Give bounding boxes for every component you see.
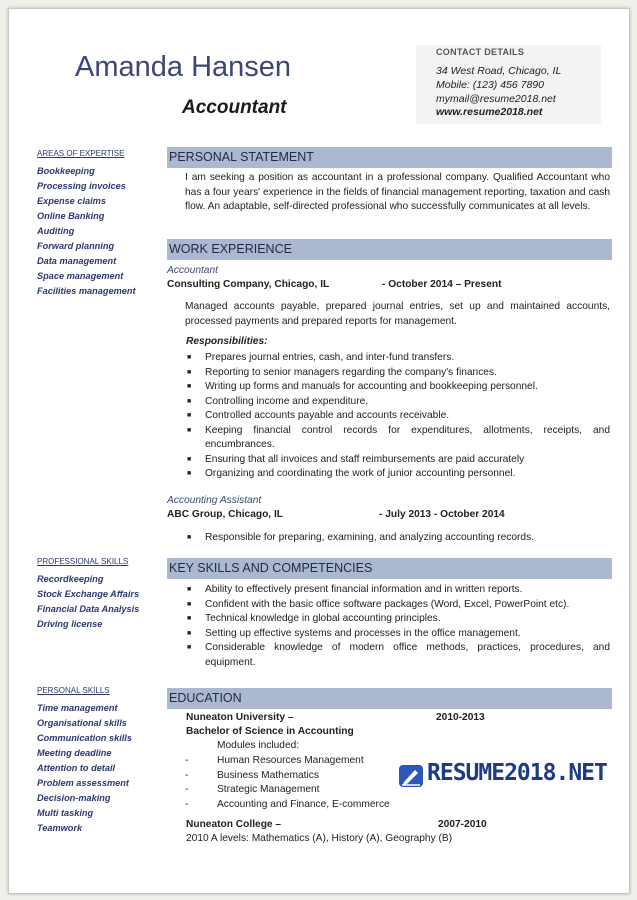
list-item: Meeting deadline [37,748,112,758]
list-item: Recordkeeping [37,574,104,584]
job-title: Accounting Assistant [167,495,262,506]
list-item: Processing invoices [37,181,126,191]
list-item: Online Banking [37,211,105,221]
job-dates: - October 2014 – Present [382,279,502,290]
resume-page [8,8,630,894]
professional-skills-list [37,572,139,632]
list-item: Organisational skills [37,718,127,728]
list-item: Decision-making [37,793,111,803]
contact-website[interactable]: www.resume2018.net [436,106,543,118]
list-item: ■ Controlling income and expenditure. [185,395,610,410]
list-item: ■ Writing up forms and manuals for accounting and bookkeeping personnel. [185,380,610,395]
contact-title: CONTACT DETAILS [436,47,525,57]
job-company: ABC Group, Chicago, IL [167,509,284,520]
list-item: ■ Ensuring that all invoices and staff reimbursements are paid accurately [185,453,610,468]
list-item: Financial Data Analysis [37,604,140,614]
education-university: Nuneaton University – [186,712,294,723]
list-item: Stock Exchange Affairs [37,589,140,599]
candidate-name: Amanda Hansen [75,51,292,83]
education-degree: Bachelor of Science in Accounting [186,726,354,737]
list-item: ■ Controlled accounts payable and accounts receivable. [185,409,610,424]
resume2018-logo [395,762,610,790]
section-header-education: EDUCATION [167,688,612,709]
education-university-dates: 2010-2013 [436,712,485,723]
education-college-dates: 2007-2010 [438,819,487,830]
expertise-heading: AREAS OF EXPERTISE [37,149,125,158]
list-item: Teamwork [37,823,83,833]
list-item: Communication skills [37,733,132,743]
list-item: ■ Keeping financial control records for expenditures, allotments, receipts, and encumbrances. [185,424,610,453]
list-item: ■ Setting up effective systems and processes in the office management. [185,627,610,642]
list-item: ■ Reporting to senior managers regarding the company's finances. [185,366,610,381]
list-item: ■ Ability to effectively present financial information and in written reports. [185,583,610,598]
list-item: ■ Confident with the basic office software packages (Word, Excel, PowerPoint etc). [185,598,610,613]
list-item: Data management [37,256,117,266]
list-item: ■ Organizing and coordinating the work of junior accounting personnel. [185,467,610,482]
job2-responsibilities-list [185,531,610,546]
personal-skills-heading: PERSONAL SKILLS [37,686,110,695]
list-item: ■ Prepares journal entries, cash, and inter-fund transfers. [185,351,610,366]
contact-address: 34 West Road, Chicago, IL [436,65,562,77]
list-item: Time management [37,703,118,713]
section-header-personal-statement: PERSONAL STATEMENT [167,147,612,168]
contact-mobile: Mobile: (123) 456 7890 [436,79,544,91]
section-header-work-experience: WORK EXPERIENCE [167,239,612,260]
responsibilities-list [185,351,610,482]
list-item: - Strategic Management [197,783,390,798]
list-item: ■ Technical knowledge in global accounting principles. [185,612,610,627]
education-college: Nuneaton College – [186,819,282,830]
job-title: Accountant [167,265,218,276]
responsibilities-heading: Responsibilities: [186,336,268,347]
list-item: Driving license [37,619,103,629]
list-item: Bookkeeping [37,166,95,176]
personal-skills-list [37,701,132,836]
list-item: Multi tasking [37,808,94,818]
list-item: Facilities management [37,286,136,296]
personal-statement-text: I am seeking a position as accountant in a professional company. Qualified Accountant who has a four years' experience in the fields of financial management reporting, taxation and cash flow. An adaptable, self-directed professional who successfully communicates at all levels. [185,172,610,212]
contact-email[interactable]: mymail@resume2018.net [436,93,556,105]
modules-label: Modules included: [217,740,300,751]
list-item: - Accounting and Finance, E-commerce [197,798,390,813]
list-item: Attention to detail [37,763,116,773]
job-company: Consulting Company, Chicago, IL [167,279,330,290]
list-item: Forward planning [37,241,115,251]
expertise-list [37,164,136,299]
logo-text: RESUME2018.NET [427,760,607,786]
list-item: ■ Responsible for preparing, examining, and analyzing accounting records. [185,531,610,546]
candidate-role: Accountant [182,97,287,118]
list-item: Space management [37,271,124,281]
section-header-key-skills: KEY SKILLS AND COMPETENCIES [167,558,612,579]
professional-skills-heading: PROFESSIONAL SKILLS [37,557,129,566]
job-dates: - July 2013 - October 2014 [379,509,505,520]
list-item: ■ Considerable knowledge of modern office methods, practices, procedures, and equipment. [185,641,610,670]
pen-icon [399,765,423,787]
list-item: Expense claims [37,196,106,206]
list-item: Auditing [37,226,75,236]
job-summary: Managed accounts payable, prepared journal entries, set up and maintained accounts, processed payments and prepared reports for management. [185,301,610,327]
list-item: - Business Mathematics [197,769,390,784]
key-skills-list [185,583,610,670]
education-college-detail: 2010 A levels: Mathematics (A), History (A), Geography (B) [186,833,453,844]
list-item: - Human Resources Management [197,754,390,769]
list-item: Problem assessment [37,778,129,788]
modules-list [197,754,390,812]
